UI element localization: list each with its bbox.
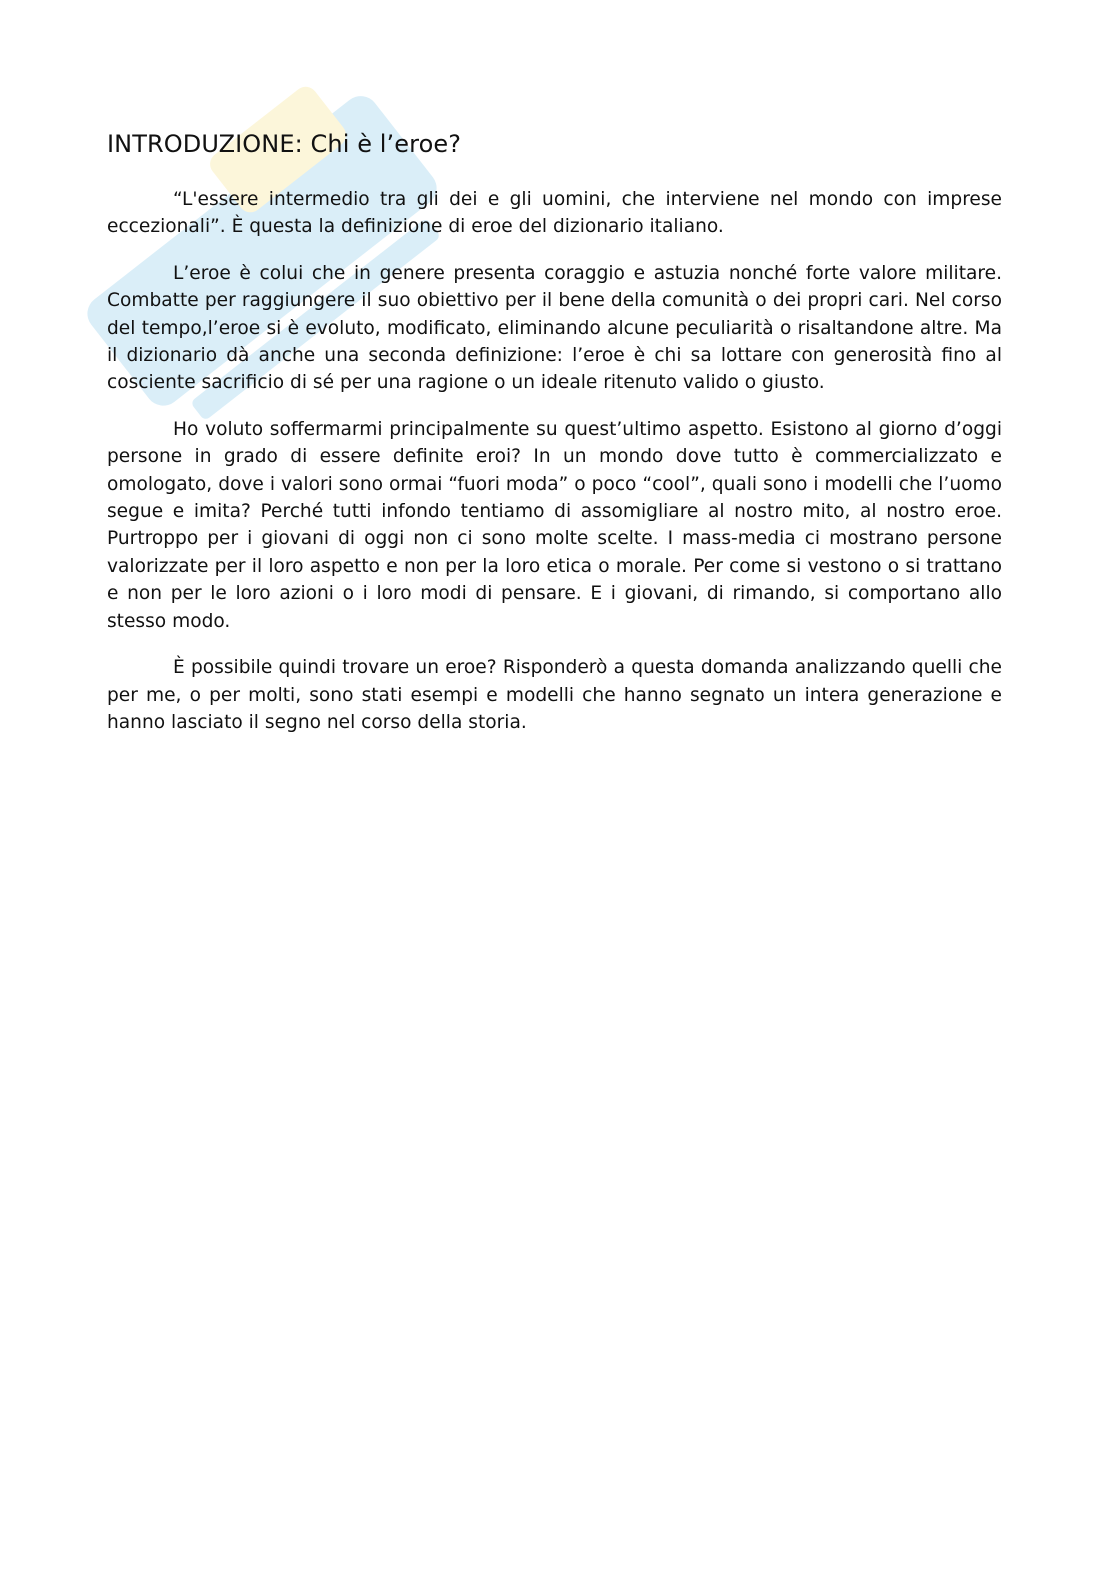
paragraph-2: L’eroe è colui che in genere presenta coraggio e astuzia nonché forte valore militare. Combatte per raggiungere il suo obiettivo per il bene della comunità o dei propri cari. Nel corso del tempo,l’eroe si è evoluto, modificato, eliminando alcune peculiarità o risaltandone altre. Ma il dizionario dà anche una seconda definizione: l’eroe è chi sa lottare con generosità fino al cosciente sacrificio di sé per una ragione o un ideale ritenuto valido o giusto. [107, 262, 1002, 394]
paragraph-1: “L'essere intermedio tra gli dei e gli uomini, che interviene nel mondo con imprese eccezionali”. È questa la definizione di eroe del dizionario italiano. [107, 189, 1002, 238]
document-body [107, 128, 1002, 755]
paragraph-3: Ho voluto soffermarmi principalmente su quest’ultimo aspetto. Esistono al giorno d’oggi persone in grado di essere definite eroi? In un mondo dove tutto è commercializzato e omologato, dove i valori sono ormai “fuori moda” o poco “cool”, quali sono i modelli che l’uomo segue e imita? Perché tutti infondo tentiamo di assomigliare al nostro mito, al nostro eroe. Purtroppo per i giovani di oggi non ci sono molte scelte. I mass-media ci mostrano persone valorizzate per il loro aspetto e non per la loro etica o morale. Per come si vestono o si trattano e non per le loro azioni o i loro modi di pensare. E i giovani, di rimando, si comportano allo stesso modo. [107, 418, 1002, 632]
paragraph-4: È possibile quindi trovare un eroe? Risponderò a questa domanda analizzando quelli che per me, o per molti, sono stati esempi e modelli che hanno segnato un intera generazione e hanno lasciato il segno nel corso della storia. [107, 657, 1002, 733]
document-title: INTRODUZIONE: Chi è l’eroe? [107, 130, 462, 158]
